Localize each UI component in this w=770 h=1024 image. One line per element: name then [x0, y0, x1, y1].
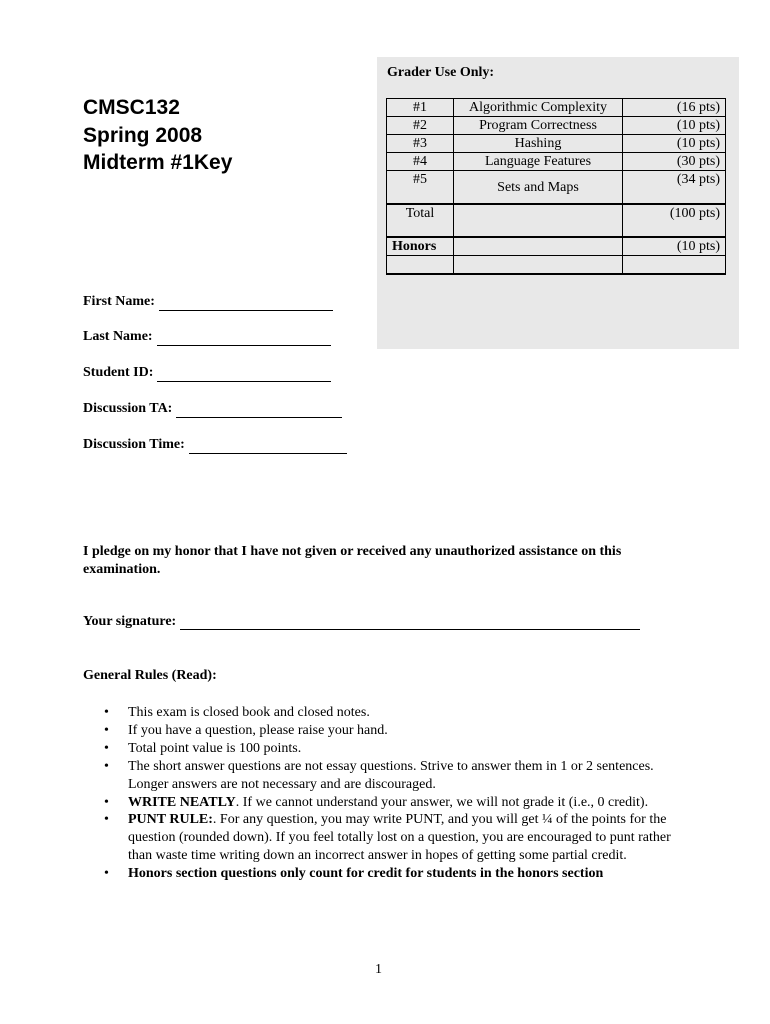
- blank-cell: [454, 256, 623, 275]
- grader-row: [387, 153, 726, 171]
- grader-row: [387, 171, 726, 205]
- exam-title: [83, 94, 232, 177]
- problem-topic: Hashing: [454, 135, 623, 153]
- problem-points: (30 pts): [623, 153, 726, 171]
- discussion-time-field[interactable]: [83, 436, 347, 454]
- problem-number: #2: [387, 117, 454, 135]
- semester: Spring 2008: [83, 123, 203, 147]
- discussion-ta-blank[interactable]: [176, 403, 342, 418]
- rule-emphasis: PUNT RULE:: [128, 812, 213, 828]
- problem-points: (10 pts): [623, 135, 726, 153]
- blank-cell: [623, 256, 726, 275]
- rule-text: If you have a question, please raise your hand.: [128, 722, 388, 738]
- signature-field[interactable]: [83, 614, 640, 630]
- problem-points: (16 pts): [623, 99, 726, 117]
- first-name-label: First Name:: [83, 294, 155, 309]
- problem-topic: Program Correctness: [454, 117, 623, 135]
- rule-item: [104, 794, 684, 812]
- exam-name: Midterm #1Key: [83, 151, 233, 174]
- student-id-field[interactable]: [83, 364, 331, 382]
- honors-row: [387, 237, 726, 256]
- rule-item: [104, 865, 684, 883]
- blank-cell: [387, 256, 454, 275]
- problem-number: #4: [387, 153, 454, 171]
- grader-table: [386, 98, 726, 275]
- bullet-icon: •: [104, 705, 109, 720]
- rule-text: Total point value is 100 points.: [128, 740, 302, 756]
- problem-number: #1: [387, 99, 454, 117]
- discussion-time-label: Discussion Time:: [83, 437, 185, 452]
- grader-box: [377, 57, 739, 349]
- signature-blank[interactable]: [180, 615, 640, 630]
- rule-text: . For any question, you may write PUNT, and you will get ¼ of the points for the question (rounded down). If you feel totally lost on a question, you are encouraged to punt rather than waste time writing down an incorrect answer in hopes of getting some partial credit.: [128, 812, 671, 864]
- rule-item: [104, 722, 684, 740]
- problem-points: (10 pts): [623, 117, 726, 135]
- rule-item: [104, 811, 684, 865]
- rule-text: . If we cannot understand your answer, we will not grade it (i.e., 0 credit).: [235, 794, 649, 810]
- grader-heading: Grader Use Only:: [387, 65, 495, 80]
- rule-item: [104, 740, 684, 758]
- total-score-cell: [454, 204, 623, 237]
- blank-row: [387, 256, 726, 275]
- bullet-icon: •: [104, 794, 109, 810]
- discussion-time-blank[interactable]: [189, 439, 347, 454]
- bullet-icon: •: [104, 722, 109, 738]
- last-name-blank[interactable]: [157, 331, 331, 346]
- rules-list: [104, 704, 684, 883]
- grader-row: [387, 99, 726, 117]
- student-id-label: Student ID:: [83, 365, 154, 380]
- student-id-blank[interactable]: [157, 367, 331, 382]
- problem-topic: Sets and Maps: [454, 171, 623, 205]
- rules-heading: General Rules (Read):: [83, 668, 217, 683]
- problem-topic: Language Features: [454, 153, 623, 171]
- problem-topic: Algorithmic Complexity: [454, 99, 623, 117]
- course-code: CMSC132: [83, 96, 180, 119]
- rule-emphasis: WRITE NEATLY: [128, 794, 236, 810]
- problem-number: #3: [387, 135, 454, 153]
- total-points: (100 pts): [623, 204, 726, 237]
- problem-points: (34 pts): [623, 171, 726, 205]
- honors-points: (10 pts): [623, 237, 726, 256]
- first-name-field[interactable]: [83, 293, 333, 311]
- rule-text: This exam is closed book and closed notes.: [128, 705, 370, 720]
- honors-label: Honors: [387, 237, 454, 256]
- rule-item: [104, 704, 684, 722]
- rule-text: The short answer questions are not essay questions. Strive to answer them in 1 or 2 sentences. Longer answers are not necessary and are discouraged.: [128, 758, 654, 792]
- bullet-icon: •: [104, 758, 109, 774]
- honors-score-cell: [454, 237, 623, 256]
- honor-pledge: I pledge on my honor that I have not given or received any unauthorized assistance on this examination.: [83, 544, 622, 577]
- discussion-ta-field[interactable]: [83, 400, 342, 418]
- grader-row: [387, 117, 726, 135]
- total-row: [387, 204, 726, 237]
- problem-number: #5: [387, 171, 454, 205]
- total-label: Total: [387, 204, 454, 237]
- first-name-blank[interactable]: [159, 296, 333, 311]
- discussion-ta-label: Discussion TA:: [83, 401, 173, 416]
- rule-emphasis: Honors section questions only count for credit for students in the honors section: [128, 866, 604, 882]
- last-name-field[interactable]: [83, 328, 331, 346]
- page-number: 1: [375, 962, 382, 977]
- last-name-label: Last Name:: [83, 329, 153, 344]
- bullet-icon: •: [104, 866, 109, 882]
- signature-label: Your signature:: [83, 614, 177, 629]
- bullet-icon: •: [104, 740, 109, 756]
- grader-row: [387, 135, 726, 153]
- rule-item: [104, 758, 684, 794]
- bullet-icon: •: [104, 812, 109, 828]
